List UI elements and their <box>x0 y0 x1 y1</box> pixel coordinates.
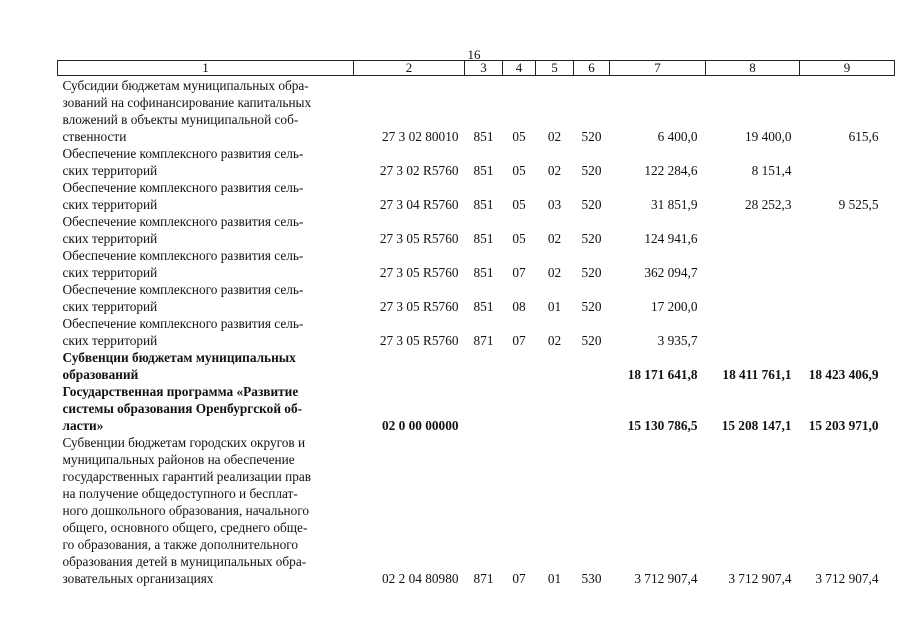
column-header: 7 <box>610 61 706 76</box>
description-line: государственных гарантий реализации прав <box>62 469 312 484</box>
section-code: 05 <box>512 163 526 178</box>
section-code <box>503 383 536 434</box>
description-line: зований на софинансирование капитальных <box>62 95 312 110</box>
description-line: ного дошкольного образования, начального <box>62 503 310 518</box>
table-row <box>58 281 895 315</box>
budget-classification-code: 27 3 05 R5760 <box>379 231 459 246</box>
ministry-code: 851 <box>473 163 494 178</box>
amount-col-8: 18 411 761,1 <box>722 367 792 382</box>
ministry-code: 851 <box>473 129 494 144</box>
column-header: 1 <box>58 61 354 76</box>
description-line: муниципальных районов на обеспечение <box>62 452 295 467</box>
amount-col-7: 3 935,7 <box>657 333 698 348</box>
table-row <box>58 76 895 146</box>
description-line: Обеспечение комплексного развития сель- <box>62 282 304 297</box>
ministry-code: 851 <box>473 265 494 280</box>
amount-col-7: 15 130 786,5 <box>627 418 698 433</box>
description-line: Обеспечение комплексного развития сель- <box>62 248 304 263</box>
expense-type-code: 520 <box>581 163 602 178</box>
description-line: Субсидии бюджетам муниципальных обра- <box>62 78 309 93</box>
ministry-code: 851 <box>473 299 494 314</box>
expense-type-code: 520 <box>581 231 602 246</box>
row-description <box>58 76 354 146</box>
row-description <box>58 281 354 315</box>
ministry-code <box>465 349 503 383</box>
subsection-code: 02 <box>547 265 562 280</box>
description-line: ласти» <box>62 418 104 433</box>
expense-type-code: 530 <box>581 571 602 586</box>
table-row <box>58 315 895 349</box>
subsection-code: 02 <box>547 333 562 348</box>
amount-col-7: 6 400,0 <box>657 129 698 144</box>
amount-col-7: 122 284,6 <box>644 163 698 178</box>
description-line: зовательных организациях <box>62 571 214 586</box>
amount-col-9 <box>800 315 895 349</box>
description-line: системы образования Оренбургской об- <box>62 401 303 416</box>
table-row <box>58 213 895 247</box>
amount-col-8 <box>706 213 800 247</box>
page-number: 16 <box>467 47 481 62</box>
budget-classification-code: 27 3 05 R5760 <box>379 299 459 314</box>
column-header: 2 <box>354 61 465 76</box>
amount-col-9 <box>800 213 895 247</box>
table-row <box>58 247 895 281</box>
description-line: вложений в объекты муниципальной соб- <box>62 112 299 127</box>
amount-col-8: 19 400,0 <box>744 129 792 144</box>
description-line: общего, основного общего, среднего обще- <box>62 520 308 535</box>
expense-type-code: 520 <box>581 299 602 314</box>
table-row <box>58 349 895 383</box>
subsection-code <box>536 383 574 434</box>
subsection-code: 02 <box>547 163 562 178</box>
amount-col-8: 8 151,4 <box>751 163 792 178</box>
description-line: ских территорий <box>62 197 158 212</box>
amount-col-9: 9 525,5 <box>838 197 879 212</box>
expense-type-code: 520 <box>581 197 602 212</box>
description-line: образований <box>62 367 139 382</box>
row-description <box>58 434 354 587</box>
description-line: Обеспечение комплексного развития сель- <box>62 214 304 229</box>
row-description <box>58 383 354 434</box>
table-row <box>58 434 895 587</box>
section-code <box>503 349 536 383</box>
column-header: 4 <box>503 61 536 76</box>
budget-classification-code: 27 3 04 R5760 <box>379 197 459 212</box>
description-line: ских территорий <box>62 265 158 280</box>
amount-col-8 <box>706 281 800 315</box>
section-code: 05 <box>512 231 526 246</box>
amount-col-9 <box>800 247 895 281</box>
column-number-header-row <box>58 61 895 76</box>
section-code: 07 <box>512 265 526 280</box>
budget-classification-code: 02 0 00 00000 <box>382 418 459 433</box>
amount-col-9 <box>800 281 895 315</box>
expense-type-code <box>574 383 610 434</box>
description-line: Обеспечение комплексного развития сель- <box>62 180 304 195</box>
budget-classification-code: 27 3 05 R5760 <box>379 265 459 280</box>
description-line: на получение общедоступного и бесплат- <box>62 486 298 501</box>
ministry-code: 851 <box>473 231 494 246</box>
section-code: 08 <box>512 299 526 314</box>
amount-col-7: 18 171 641,8 <box>627 367 698 382</box>
table-row <box>58 145 895 179</box>
subsection-code: 02 <box>547 129 562 144</box>
column-header: 9 <box>800 61 895 76</box>
row-description <box>58 315 354 349</box>
description-line: Государственная программа «Развитие <box>62 384 299 399</box>
subsection-code: 03 <box>547 197 562 212</box>
table-row <box>58 179 895 213</box>
row-description <box>58 349 354 383</box>
description-line: Субвенции бюджетам муниципальных <box>62 350 296 365</box>
table-body <box>58 76 895 588</box>
column-header: 6 <box>574 61 610 76</box>
description-line: Обеспечение комплексного развития сель- <box>62 146 304 161</box>
section-code: 05 <box>512 197 526 212</box>
section-code: 07 <box>512 571 526 586</box>
table-row <box>58 383 895 434</box>
amount-col-8: 28 252,3 <box>744 197 792 212</box>
section-code: 07 <box>512 333 526 348</box>
column-header: 3 <box>465 61 503 76</box>
description-line: образования детей в муниципальных обра- <box>62 554 307 569</box>
description-line: Обеспечение комплексного развития сель- <box>62 316 304 331</box>
description-line: Субвенции бюджетам городских округов и <box>62 435 306 450</box>
amount-col-7: 17 200,0 <box>650 299 698 314</box>
amount-col-9 <box>800 145 895 179</box>
ministry-code: 871 <box>473 333 494 348</box>
budget-classification-code: 02 2 04 80980 <box>382 571 459 586</box>
amount-col-8 <box>706 315 800 349</box>
amount-col-9: 18 423 406,9 <box>808 367 879 382</box>
ministry-code: 851 <box>473 197 494 212</box>
description-line: ских территорий <box>62 333 158 348</box>
amount-col-9: 3 712 907,4 <box>815 571 879 586</box>
subsection-code: 02 <box>547 231 562 246</box>
subsection-code <box>536 349 574 383</box>
description-line: ственности <box>62 129 127 144</box>
budget-classification-code: 27 3 02 R5760 <box>379 163 459 178</box>
column-header: 8 <box>706 61 800 76</box>
row-description <box>58 179 354 213</box>
amount-col-8: 3 712 907,4 <box>728 571 792 586</box>
section-code: 05 <box>512 129 526 144</box>
amount-col-7: 31 851,9 <box>650 197 698 212</box>
budget-table <box>57 60 895 587</box>
row-description <box>58 247 354 281</box>
column-header: 5 <box>536 61 574 76</box>
description-line: ских территорий <box>62 299 158 314</box>
ministry-code: 871 <box>473 571 494 586</box>
ministry-code <box>465 383 503 434</box>
amount-col-9: 15 203 971,0 <box>808 418 879 433</box>
amount-col-9: 615,6 <box>848 129 879 144</box>
subsection-code: 01 <box>547 299 562 314</box>
amount-col-8: 15 208 147,1 <box>721 418 792 433</box>
amount-col-7: 3 712 907,4 <box>634 571 698 586</box>
expense-type-code <box>574 349 610 383</box>
budget-classification-code: 27 3 02 80010 <box>382 129 459 144</box>
description-line: го образования, а также дополнительного <box>62 537 298 552</box>
expense-type-code: 520 <box>581 333 602 348</box>
row-description <box>58 213 354 247</box>
subsection-code: 01 <box>547 571 562 586</box>
amount-col-8 <box>706 247 800 281</box>
budget-classification-code <box>354 349 465 383</box>
budget-classification-code: 27 3 05 R5760 <box>379 333 459 348</box>
row-description <box>58 145 354 179</box>
amount-col-7: 124 941,6 <box>644 231 698 246</box>
expense-type-code: 520 <box>581 129 602 144</box>
description-line: ских территорий <box>62 231 158 246</box>
amount-col-7: 362 094,7 <box>644 265 698 280</box>
expense-type-code: 520 <box>581 265 602 280</box>
description-line: ских территорий <box>62 163 158 178</box>
